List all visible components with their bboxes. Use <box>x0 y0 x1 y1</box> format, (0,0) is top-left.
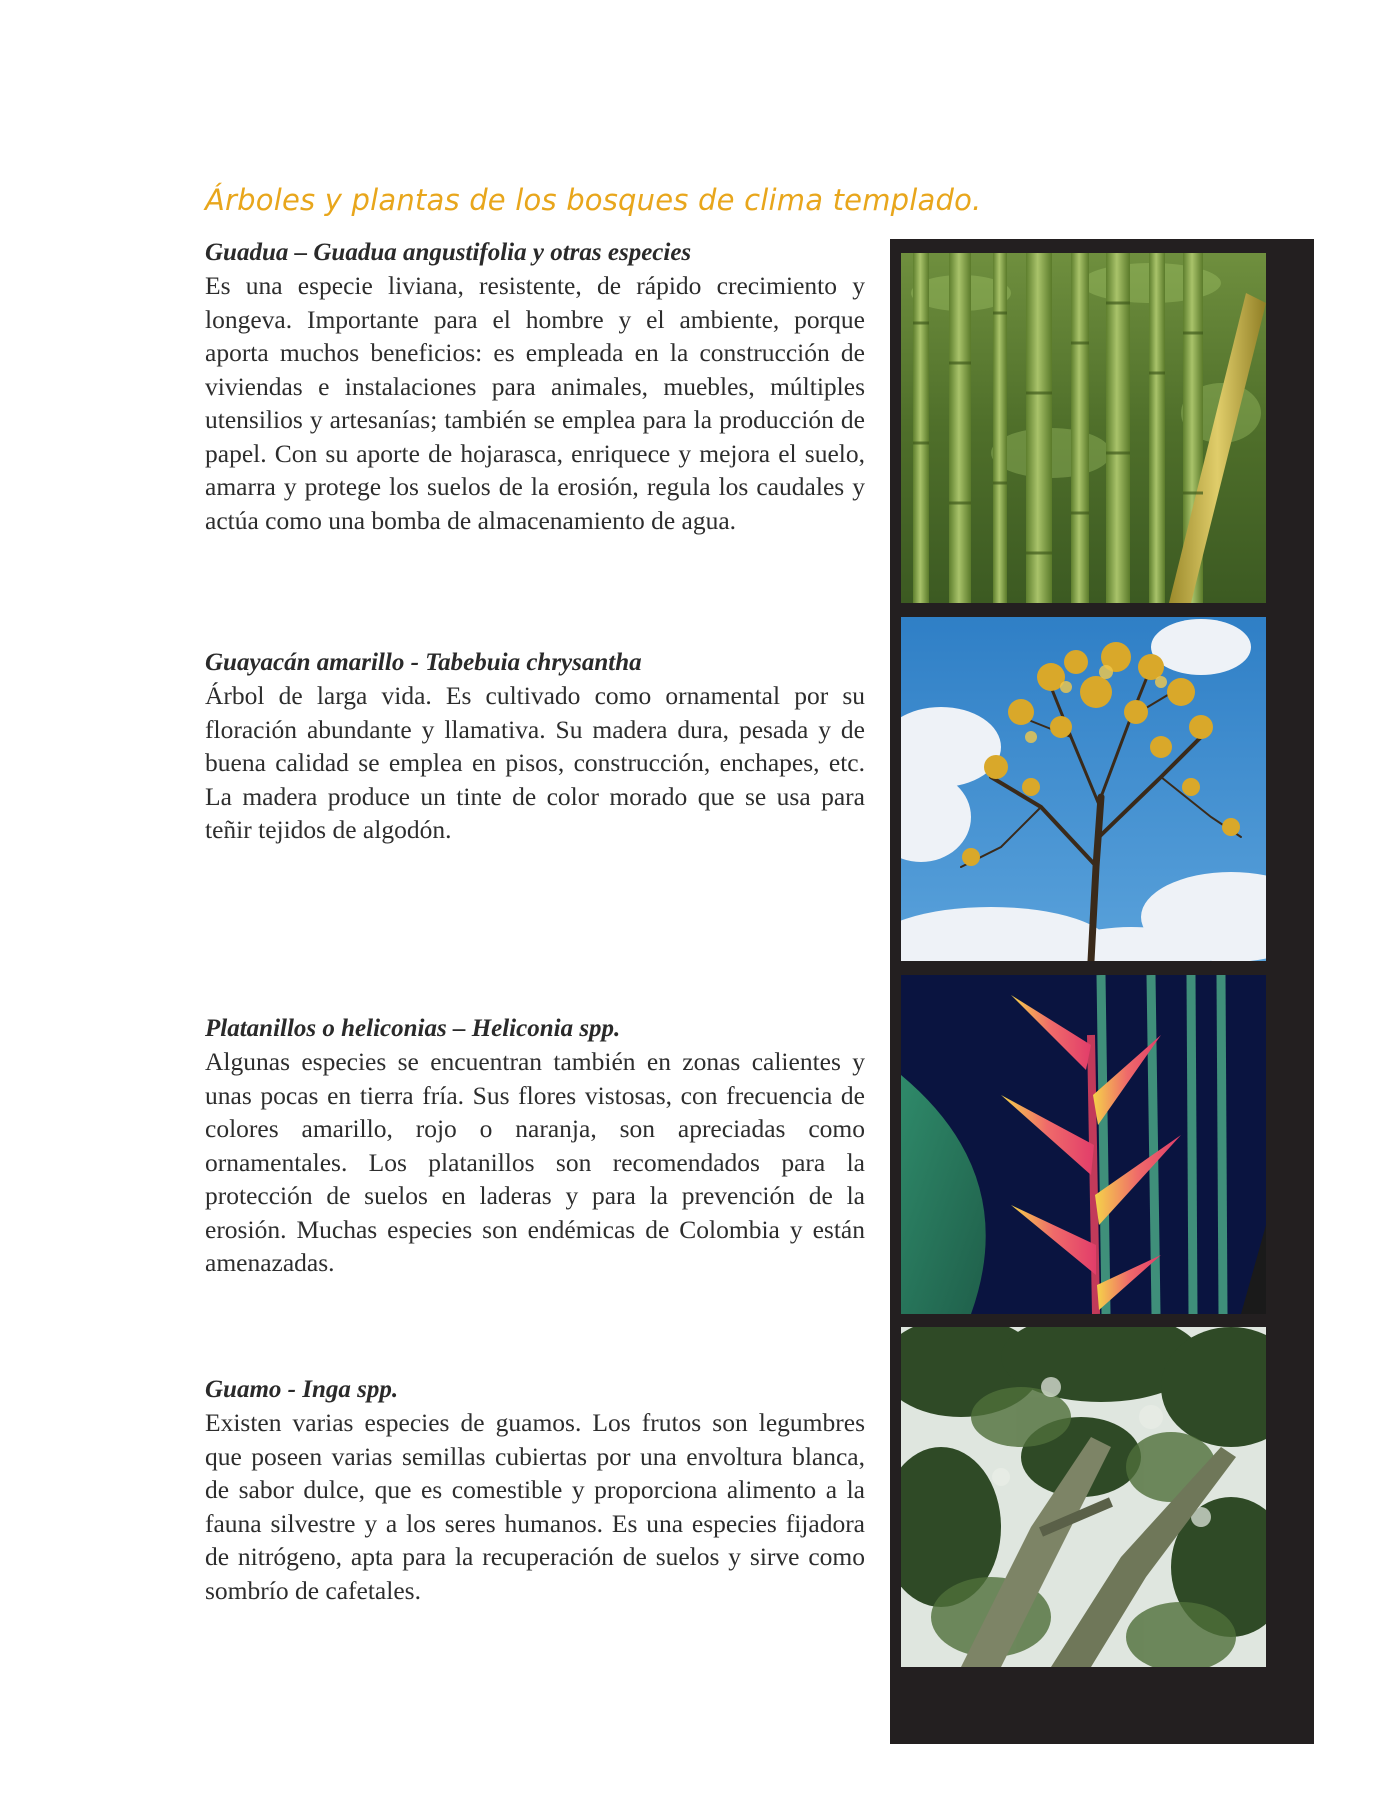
species-entry-guayacan <box>205 646 865 847</box>
heliconia-photo <box>901 975 1266 1314</box>
species-heading: Guadua – Guadua angustifolia y otras especies <box>205 239 692 266</box>
guadua-photo <box>901 253 1266 603</box>
guayacan-photo <box>901 617 1266 961</box>
page-title: Árboles y plantas de los bosques de clima templado. <box>205 183 982 217</box>
species-entry-platanillos <box>205 1012 865 1280</box>
guamo-photo <box>901 1327 1266 1667</box>
photo-strip <box>890 239 1314 1744</box>
species-heading: Platanillos o heliconias – Heliconia spp. <box>205 1015 621 1042</box>
species-heading: Guamo - Inga spp. <box>205 1376 399 1403</box>
species-entry-guadua <box>205 236 865 537</box>
species-description: Existen varias especies de guamos. Los frutos son legumbres que poseen varias semillas cubiertas por una envoltura blanca, de sabor dulce, que es comestible y proporciona alimento a la fauna silvestre y a los seres humanos. Es una especies fijadora de nitrógeno, apta para la recuperación de suelos y sirve como sombrío de cafetales. <box>205 1408 865 1605</box>
species-heading: Guayacán amarillo - Tabebuia chrysantha <box>205 649 642 676</box>
species-description: Es una especie liviana, resistente, de rápido crecimiento y longeva. Importante para el hombre y el ambiente, porque aporta muchos beneficios: es empleada en la construcción de viviendas e instalaciones para animales, muebles, múltiples utensilios y artesanías; también se emplea para la producción de papel. Con su aporte de hojarasca, enriquece y mejora el suelo, amarra y protege los suelos de la erosión, regula los caudales y actúa como una bomba de almacenamiento de agua. <box>205 271 865 535</box>
species-entry-guamo <box>205 1373 865 1607</box>
species-description: Algunas especies se encuentran también en zonas calientes y unas pocas en tierra fría. Sus flores vistosas, con frecuencia de colores amarillo, rojo o naranja, son apreciadas como ornamentales. Los platanillos son recomendados para la protección de suelos en laderas y para la prevención de la erosión. Muchas especies son endémicas de Colombia y están amenazadas. <box>205 1047 865 1277</box>
species-description: Árbol de larga vida. Es cultivado como ornamental por su floración abundante y llamativa. Su madera dura, pesada y de buena calidad se emplea en pisos, construcción, enchapes, etc. La madera produce un tinte de color morado que se usa para teñir tejidos de algodón. <box>205 681 865 844</box>
